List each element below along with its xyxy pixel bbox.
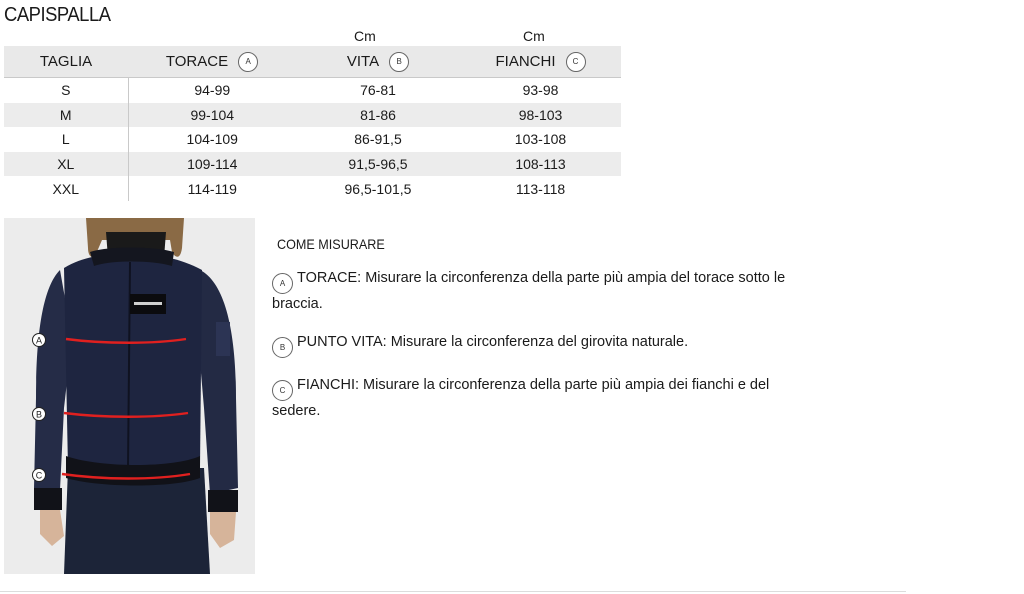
chest-cell: 114-119	[187, 180, 237, 197]
how-to-measure-title: COME MISURARE	[277, 236, 385, 252]
badge-a-icon: A	[272, 273, 293, 294]
table-header-row	[4, 46, 621, 78]
size-cell: M	[4, 103, 128, 128]
left-cuff	[34, 488, 62, 510]
marker-b	[33, 408, 46, 421]
chest-cell: 99-104	[128, 103, 296, 128]
svg-text:B: B	[35, 409, 43, 420]
waist-cell: 86-91,5	[354, 131, 402, 148]
marker-a	[33, 334, 46, 347]
measure-instruction-text: PUNTO VITA: Misurare la circonferenza del girovita naturale.	[297, 334, 689, 350]
table-row	[4, 127, 621, 152]
waist-unit-label: Cm	[354, 28, 376, 44]
hips-cell: 113-118	[515, 180, 566, 197]
waist-cell: 81-86	[296, 103, 460, 128]
size-table	[4, 46, 621, 201]
table-row	[4, 176, 621, 201]
header-waist	[296, 46, 460, 78]
waist-cell: 76-81	[360, 82, 396, 99]
how-to-measure	[272, 236, 802, 439]
table-row	[4, 103, 621, 128]
waist-cell: 96,5-101,5	[344, 180, 412, 197]
bottom-divider	[0, 591, 906, 592]
size-cell: XL	[4, 152, 128, 177]
chest-cell: 104-109	[186, 131, 238, 148]
table-row	[4, 152, 621, 177]
header-size	[4, 46, 128, 78]
chest-cell: 94-99	[194, 82, 231, 99]
page-title: CAPISPALLA	[4, 4, 111, 26]
measure-instruction	[272, 375, 802, 422]
measure-instruction	[272, 332, 802, 358]
size-cell: XXL	[4, 176, 128, 201]
header-size-label: TAGLIA	[39, 53, 93, 70]
model-photo	[4, 218, 255, 574]
svg-text:C: C	[35, 470, 43, 481]
header-chest-label: TORACE	[165, 53, 229, 70]
measure-instruction	[272, 268, 802, 315]
hips-cell: 108-113	[460, 152, 621, 177]
table-row	[4, 78, 621, 103]
header-hips	[460, 46, 621, 78]
size-cell: S	[4, 78, 128, 103]
jacket-illustration	[4, 218, 255, 574]
badge-c-icon: C	[272, 380, 293, 401]
header-waist-label: VITA	[346, 53, 380, 70]
badge-b-icon: B	[272, 337, 293, 358]
badge-text-stripe	[134, 302, 162, 305]
marker-c	[33, 469, 46, 482]
measure-instruction-text: TORACE: Misurare la circonferenza della parte più ampia del torace sotto le braccia.	[272, 270, 786, 312]
badge-b-icon: B	[389, 52, 409, 72]
measure-instruction-text: FIANCHI: Misurare la circonferenza della parte più ampia dei fianchi e del sedere.	[272, 377, 770, 419]
right-cuff	[208, 490, 238, 512]
chest-cell: 109-114	[128, 152, 296, 177]
hips-cell: 93-98	[522, 82, 559, 99]
sleeve-pocket	[216, 322, 230, 356]
size-cell: L	[4, 127, 128, 152]
jacket-body	[64, 254, 202, 477]
badge-c-icon: C	[566, 52, 586, 72]
svg-text:A: A	[35, 335, 43, 346]
hips-cell: 98-103	[460, 103, 621, 128]
header-hips-label: FIANCHI	[495, 53, 556, 70]
hips-unit-label: Cm	[523, 28, 545, 44]
header-chest	[128, 46, 296, 78]
waist-cell: 91,5-96,5	[296, 152, 460, 177]
hips-cell: 103-108	[514, 131, 567, 148]
badge-a-icon: A	[238, 52, 258, 72]
